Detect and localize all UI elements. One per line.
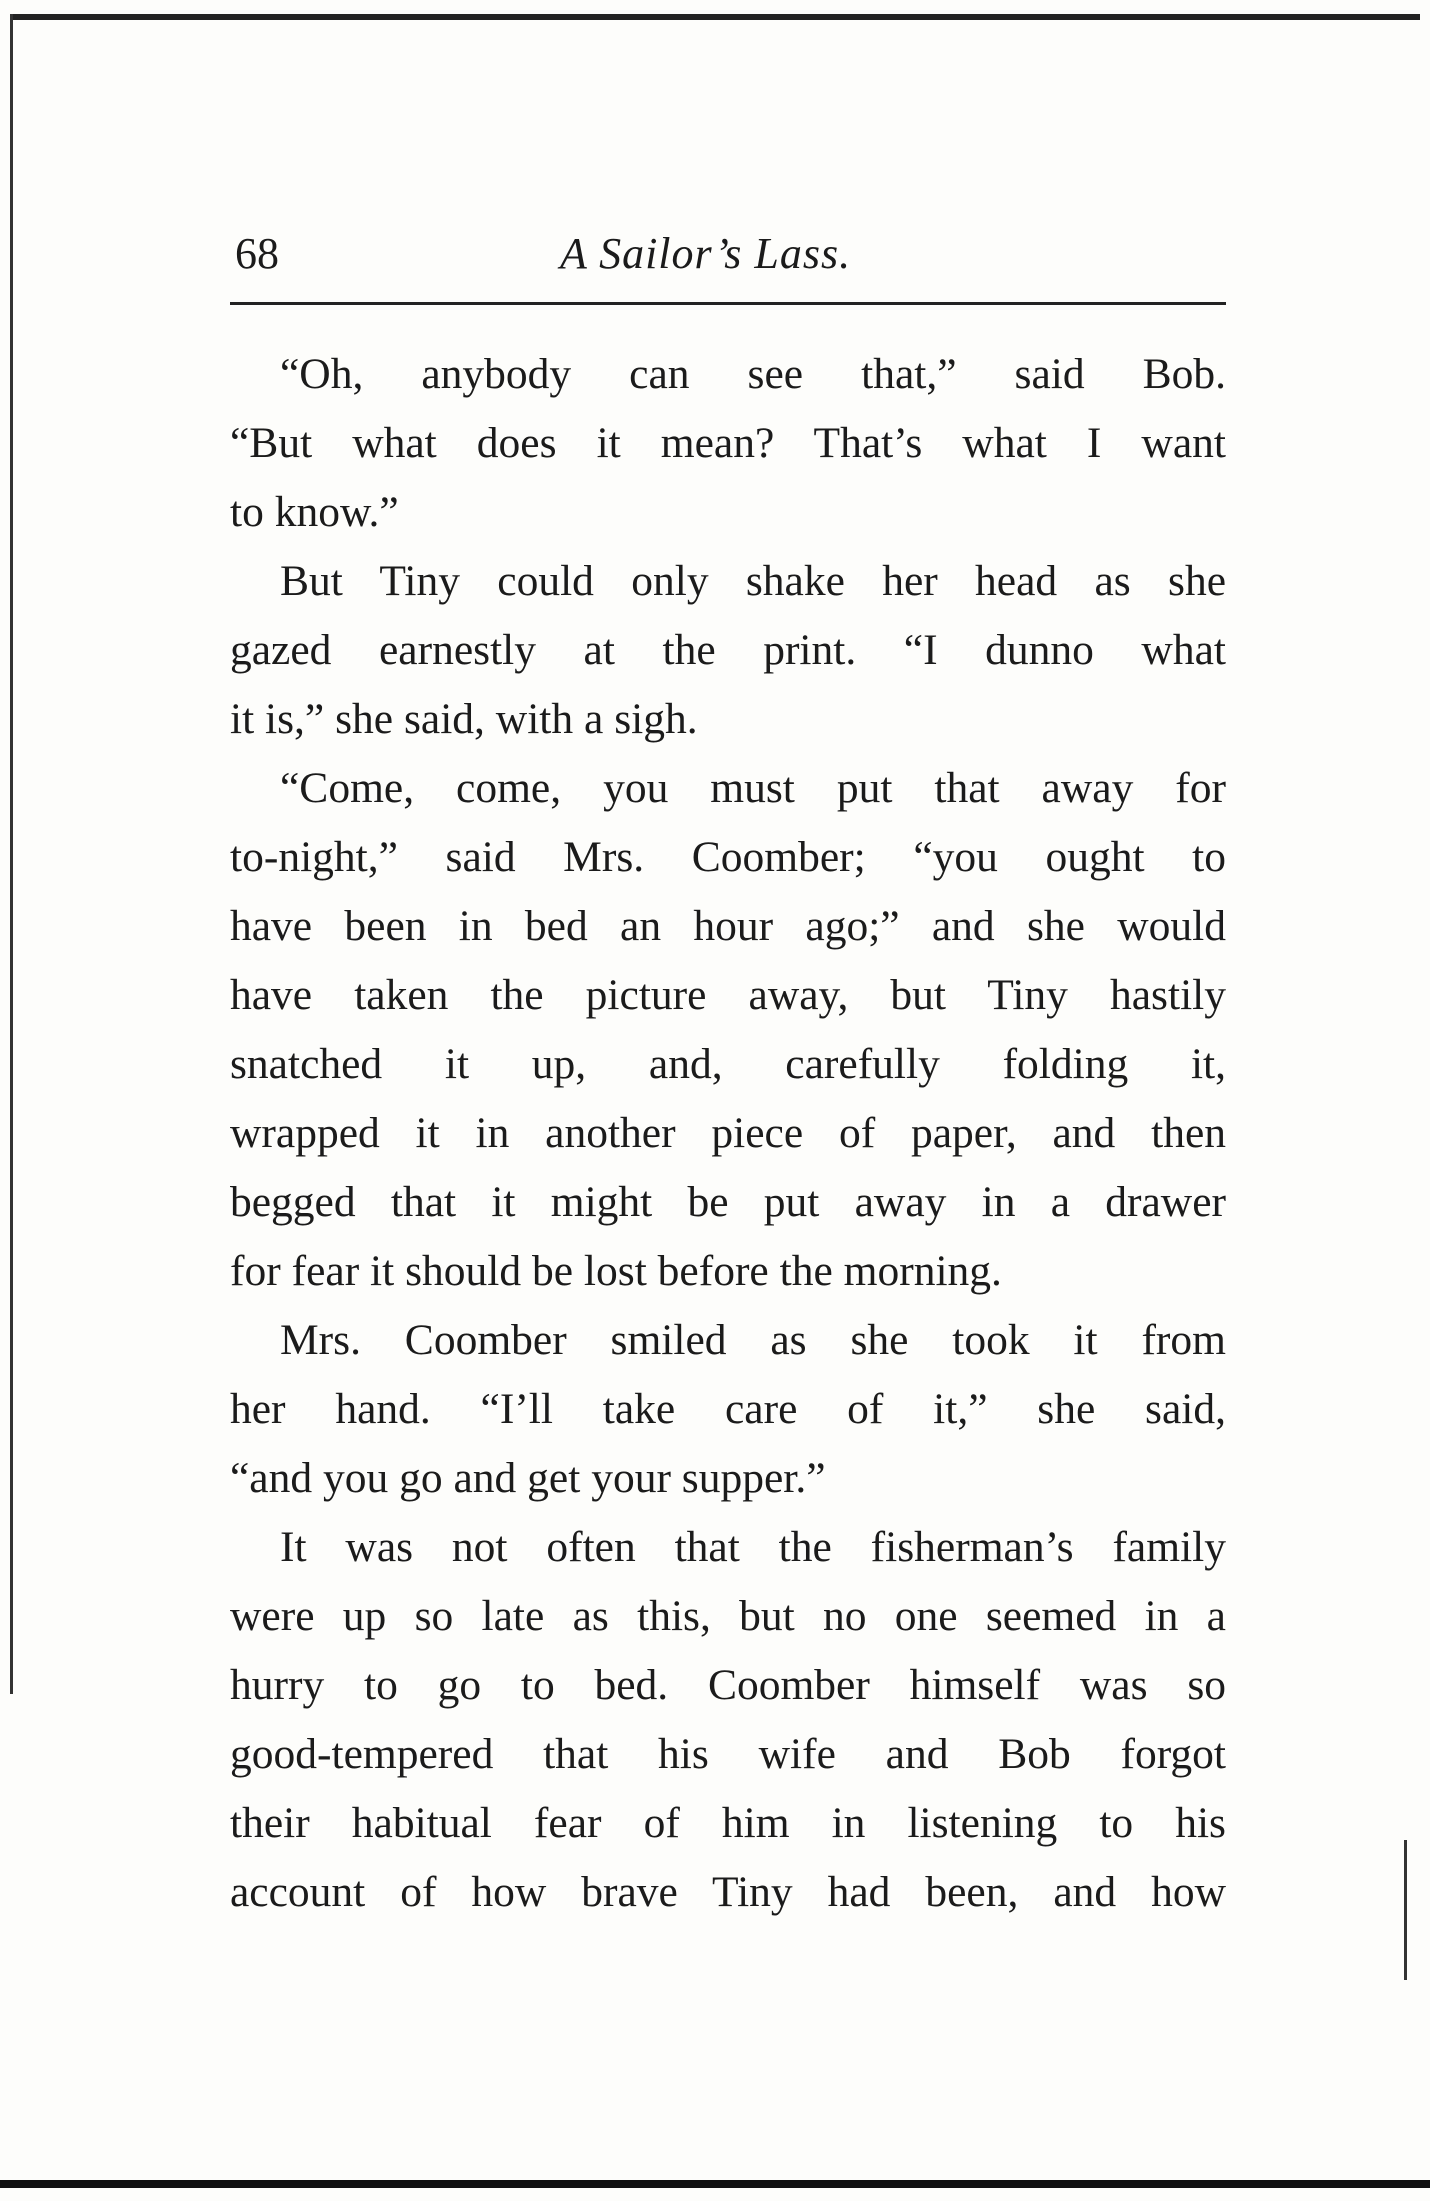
scan-right-mark (1404, 1840, 1407, 1980)
text-line: her hand. “I’ll take care of it,” she said, (230, 1385, 1226, 1433)
scan-bottom-edge (0, 2180, 1430, 2188)
text-line: to know.” (230, 488, 399, 536)
text-line: “Come, come, you must put that away for (280, 764, 1226, 812)
text-line: snatched it up, and, carefully folding it, (230, 1040, 1226, 1088)
text-line: hurry to go to bed. Coomber himself was so (230, 1661, 1226, 1709)
page-header (230, 228, 1226, 288)
text-line: But Tiny could only shake her head as she (280, 557, 1226, 605)
text-line: begged that it might be put away in a drawer (230, 1178, 1226, 1226)
text-line: gazed earnestly at the print. “I dunno what (230, 626, 1226, 674)
text-line: It was not often that the fisherman’s family (280, 1523, 1226, 1571)
text-line: were up so late as this, but no one seemed in a (230, 1592, 1226, 1640)
text-line: “and you go and get your supper.” (230, 1454, 826, 1502)
scan-top-edge (10, 14, 1420, 20)
body-text (230, 340, 1226, 1927)
text-line: good-tempered that his wife and Bob forgot (230, 1730, 1226, 1778)
scan-left-edge (10, 14, 13, 1694)
page-number: 68 (235, 229, 279, 278)
text-line: have taken the picture away, but Tiny hastily (230, 971, 1226, 1019)
running-title: A Sailor’s Lass. (560, 229, 852, 278)
text-line: Mrs. Coomber smiled as she took it from (280, 1316, 1226, 1364)
text-line: “Oh, anybody can see that,” said Bob. (280, 350, 1226, 398)
header-rule (230, 302, 1226, 305)
text-line: their habitual fear of him in listening to his (230, 1799, 1226, 1847)
text-line: have been in bed an hour ago;” and she would (230, 902, 1226, 950)
text-line: wrapped it in another piece of paper, and then (230, 1109, 1226, 1157)
text-line: “But what does it mean? That’s what I want (230, 419, 1226, 467)
text-line: account of how brave Tiny had been, and how (230, 1868, 1226, 1916)
text-line: for fear it should be lost before the morning. (230, 1247, 1002, 1295)
text-line: it is,” she said, with a sigh. (230, 695, 698, 743)
text-line: to-night,” said Mrs. Coomber; “you ought to (230, 833, 1226, 881)
